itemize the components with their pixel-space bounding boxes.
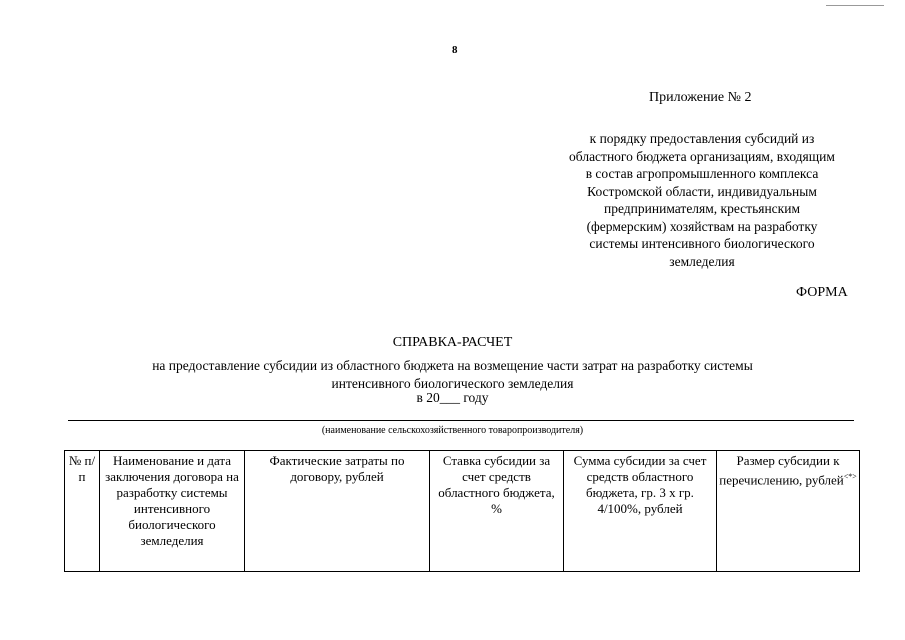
form-label: ФОРМА [796,285,848,300]
appendix-line: системы интенсивного биологического [589,236,815,251]
organization-name-line [68,420,854,421]
header-cell-contract: Наименование и дата заключения договора на разработку системы интенсивного биологического земледелия [100,451,245,572]
calculation-table [64,450,860,572]
header-cell-actual-costs: Фактические затраты по договору, рублей [245,451,430,572]
appendix-line: в состав агропромышленного комплекса [585,166,819,181]
appendix-line: к порядку предоставления субсидий из [589,131,815,146]
appendix-label: Приложение № 2 [649,90,752,105]
appendix-line: областного бюджета организациям, входящим [569,148,835,164]
appendix-line: (фермерским) хозяйствам на разработку [586,218,818,234]
header-cell-subsidy-rate: Ставка субсидии за счет средств областного бюджета, % [430,451,564,572]
subtitle-line: интенсивного биологического земледелия [331,375,574,391]
appendix-line: предпринимателям, крестьянским [604,201,800,216]
top-edge-mark [826,5,884,6]
footnote-mark: <*> [843,472,857,481]
subtitle-line: на предоставление субсидии из областного бюджета на возмещение части затрат на разработку системы [152,358,753,373]
header-cell-number: № п/п [65,451,100,572]
page-number: 8 [452,44,458,56]
appendix-description [546,130,858,270]
appendix-line: Костромской области, индивидуальным [587,183,817,199]
header-cell-transfer-amount [717,451,860,572]
header-transfer-label: Размер субсидии к перечислению, рублей [719,453,844,488]
document-subtitle [0,357,905,392]
table-header-row [65,451,860,572]
header-cell-subsidy-amount: Сумма субсидии за счет средств областного бюджета, гр. 3 х гр. 4/100%, рублей [564,451,717,572]
document-year: в 20___ году [416,390,489,405]
organization-name-caption: (наименование сельскохозяйственного товаропроизводителя) [321,425,584,436]
document-title: СПРАВКА-РАСЧЕТ [392,335,513,350]
appendix-line: земледелия [669,253,735,269]
